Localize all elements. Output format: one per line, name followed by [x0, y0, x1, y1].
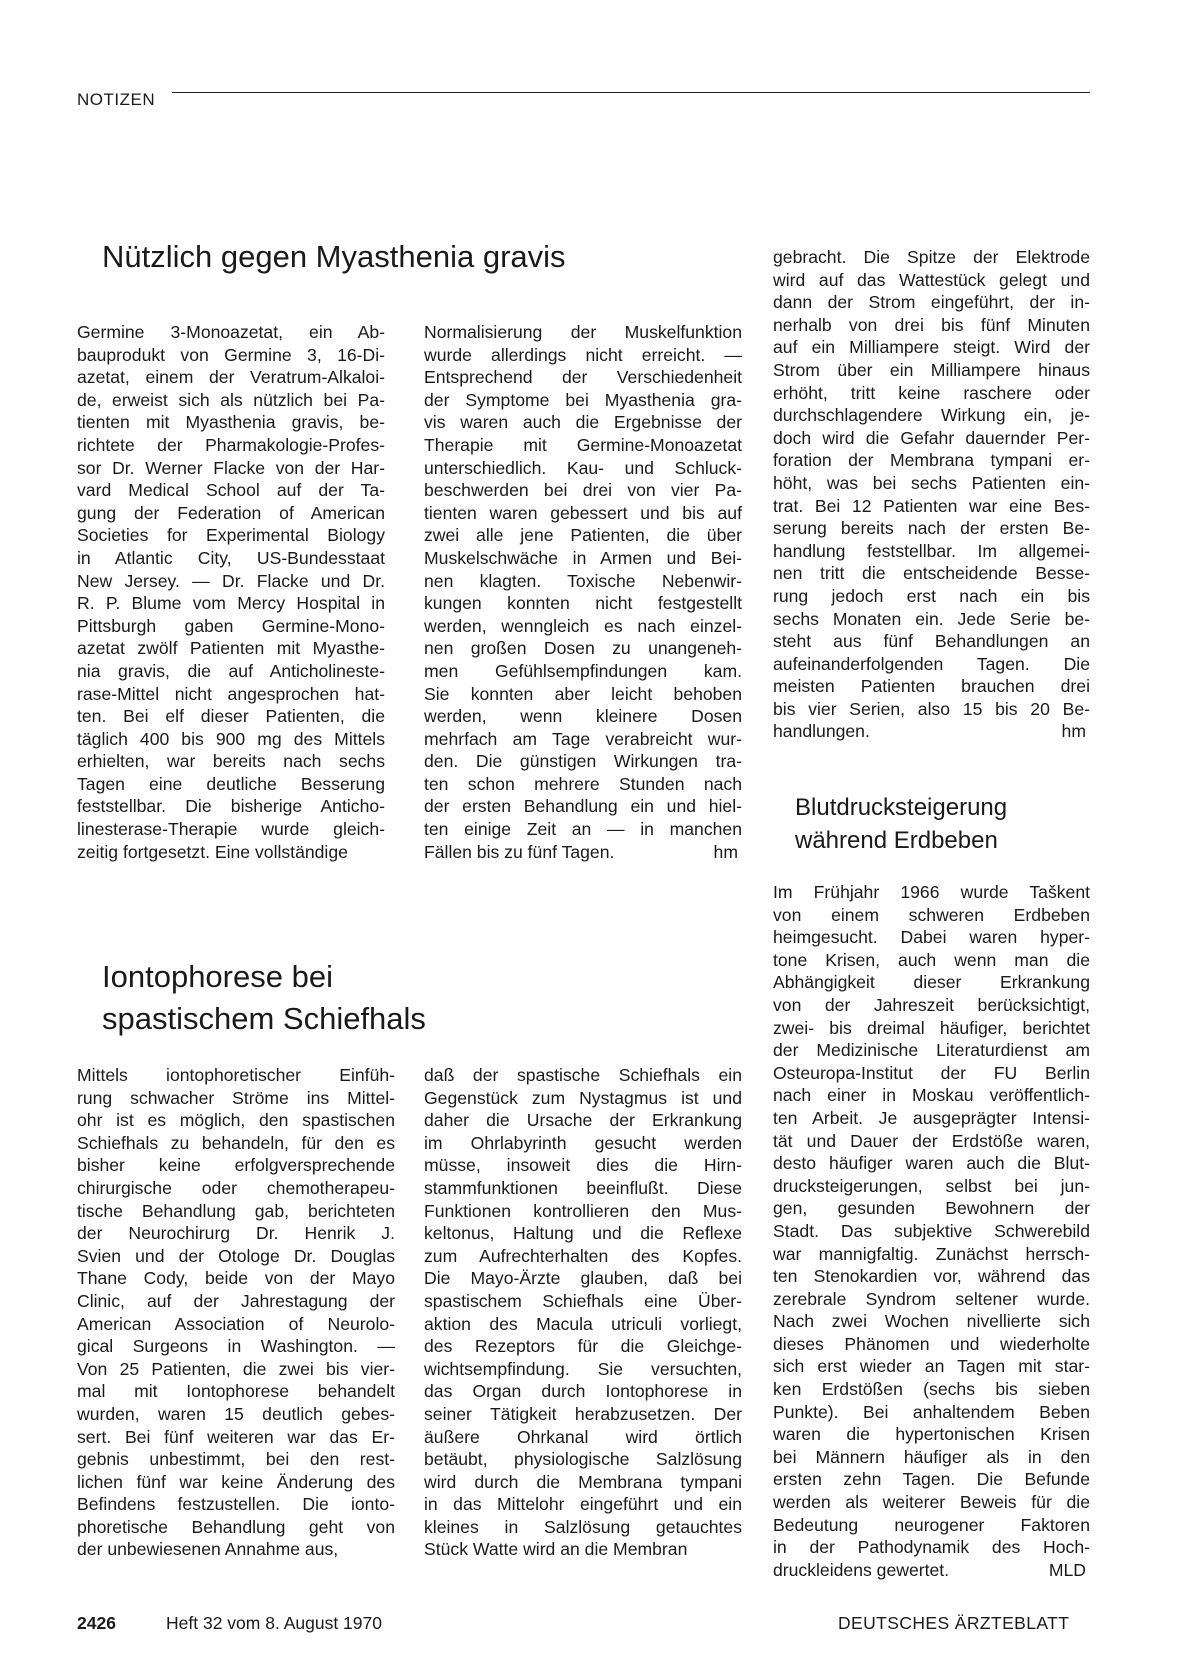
text-line: gen, gesunden Bewohnern der	[773, 1198, 1090, 1219]
text-line: drucksteigerungen, selbst bei jun-	[773, 1175, 1090, 1196]
text-line: ten Arbeit. Je ausgeprägter Intensi-	[773, 1107, 1090, 1128]
text-line: den. Die günstigen Wirkungen tra-	[424, 751, 742, 772]
text-line: nen klagten. Toxische Nebenwir-	[424, 570, 742, 591]
text-line: nia gravis, die auf Anticholinestе-	[77, 660, 385, 681]
text-line: Tagen eine deutliche Besserung	[77, 773, 385, 794]
text-line: täglich 400 bis 900 mg des Mittels	[77, 728, 385, 749]
text-line: ten schon mehrere Stunden nach	[424, 773, 742, 794]
text-line: bis vier Serien, also 15 bis 20 Be-	[773, 698, 1090, 719]
text-line: Befindens festzustellen. Die ionto-	[77, 1494, 395, 1515]
text-line: nen tritt die entscheidende Besse-	[773, 563, 1090, 584]
text-line: in der Pathodynamik des Hoch-	[773, 1537, 1090, 1558]
text-line: waren die hypertonischen Krisen	[773, 1424, 1090, 1445]
text-line: des Rezeptors für die Gleichge-	[424, 1336, 742, 1357]
text-line: gebracht. Die Spitze der Elektrode	[773, 247, 1090, 267]
text-line: werden, wenngleich es nach einzel-	[424, 615, 742, 636]
text-line: rung schwacher Ströme ins Mittel-	[77, 1087, 395, 1108]
text-line: bei Männern häufiger als in den	[773, 1446, 1090, 1467]
text-line: rase-Mittel nicht angesprochen hat-	[77, 683, 385, 704]
text-line: heimgesucht. Dabei waren hyper-	[773, 927, 1090, 948]
text-line: Stadt. Das subjektive Schwerebild	[773, 1220, 1090, 1241]
text-line: rung jedoch erst nach ein bis	[773, 585, 1090, 606]
text-line: handlung feststellbar. Im allgemei-	[773, 540, 1090, 561]
text-line: spastischem Schiefhals eine Über-	[424, 1290, 742, 1311]
text-line: Svien und der Otologe Dr. Douglas	[77, 1245, 395, 1266]
text-line: Schiefhals zu behandeln, für den es	[77, 1132, 395, 1153]
text-line: lichen fünf war keine Änderung des	[77, 1471, 395, 1492]
text-line: kleines in Salzlösung getauchtes	[424, 1516, 742, 1537]
text-line: Mittels iontophoretischer Einfüh-	[77, 1065, 395, 1085]
text-line: Die Mayo-Ärzte glauben, daß bei	[424, 1268, 742, 1289]
text-line: ersten zehn Tagen. Die Befunde	[773, 1469, 1090, 1490]
text-line: zum Aufrechterhalten des Kopfes.	[424, 1245, 742, 1266]
text-line: gung der Federation of American	[77, 502, 385, 523]
article2-title-line1: Iontophorese bei	[102, 959, 333, 994]
text-line: gebnis unbestimmt, bei den rest-	[77, 1449, 395, 1470]
text-line: sert. Bei fünf weiteren war das Er-	[77, 1426, 395, 1447]
text-line: feststellbar. Die bisherige Anticho-	[77, 796, 385, 817]
text-line: im Ohrlabyrinth gesucht werden	[424, 1132, 742, 1153]
text-line: wurde allerdings nicht erreicht. —	[424, 344, 742, 365]
text-line: zerebrale Syndrom seltener wurde.	[773, 1288, 1090, 1309]
text-line: American Association of Neurolo-	[77, 1313, 395, 1334]
text-line: wurden, waren 15 deutlich gebes-	[77, 1403, 395, 1424]
text-line: Societies for Experimental Biology	[77, 525, 385, 546]
text-line: der Symptome bei Myasthenia gra-	[424, 389, 742, 410]
text-line: meisten Patienten brauchen drei	[773, 676, 1090, 697]
article3-title-line1: Blutdrucksteigerung	[795, 794, 1008, 821]
footer-page-number: 2426	[77, 1613, 116, 1633]
text-line: zwei- bis dreimal häufiger, berichtet	[773, 1017, 1090, 1038]
text-line: vard Medical School auf der Ta-	[77, 480, 385, 501]
text-line: desto häufiger waren auch die Blut-	[773, 1153, 1090, 1174]
text-line: ten Stenokardien vor, während das	[773, 1266, 1090, 1287]
text-line: unterschiedlich. Kau- und Schluck-	[424, 457, 742, 478]
header-rule	[172, 92, 1090, 93]
text-line: dieses Phänomen und wiederholte	[773, 1333, 1090, 1354]
text-line: de, erweist sich als nützlich bei Pa-	[77, 389, 385, 410]
article3-title	[795, 791, 1007, 857]
article2-column-1	[77, 1064, 395, 1561]
text-line: mal mit Iontophorese behandelt	[77, 1381, 395, 1402]
text-line: werden, wenn kleinere Dosen	[424, 706, 742, 727]
text-line: auf ein Milliampere steigt. Wird der	[773, 337, 1090, 358]
text-line: ten. Bei elf dieser Patienten, die	[77, 706, 385, 727]
text-line: foration der Membrana tympani er-	[773, 450, 1090, 471]
text-line: Entsprechend der Verschiedenheit	[424, 367, 742, 388]
text-line: war mannigfaltig. Zunächst herrsch-	[773, 1243, 1090, 1264]
text-line: von einem schweren Erdbeben	[773, 904, 1090, 925]
author-signature: hm	[1061, 721, 1086, 742]
text-line: richtete der Pharmakologie-Profes-	[77, 434, 385, 455]
text-line: zeitig fortgesetzt. Eine vollständige	[77, 841, 348, 862]
text-line: steht aus fünf Behandlungen an	[773, 631, 1090, 652]
text-line: erhielten, war bereits nach sechs	[77, 751, 385, 772]
text-line: äußere Ohrkanal wird örtlich	[424, 1426, 742, 1447]
text-line: kungen konnten nicht festgestellt	[424, 593, 742, 614]
text-line: R. P. Blume vom Mercy Hospital in	[77, 593, 385, 614]
text-line: Punkte). Bei anhaltendem Beben	[773, 1401, 1090, 1422]
text-line: serung bereits nach der ersten Be-	[773, 518, 1090, 539]
article1-column-2	[424, 321, 742, 863]
text-line: Osteuropa-Institut der FU Berlin	[773, 1062, 1090, 1083]
text-line: der Neurochirurg Dr. Henrik J.	[77, 1223, 395, 1244]
text-line: doch wird die Gefahr dauernder Per-	[773, 427, 1090, 448]
text-line: tienten waren gebessert und bis auf	[424, 502, 742, 523]
text-line: Funktionen kontrollieren den Mus-	[424, 1200, 742, 1221]
text-line: von der Jahreszeit berücksichtigt,	[773, 994, 1090, 1015]
text-line: Muskelschwäche in Armen und Bei-	[424, 547, 742, 568]
text-line: nach einer in Moskau veröffentlich-	[773, 1085, 1090, 1106]
footer-issue: Heft 32 vom 8. August 1970	[166, 1613, 382, 1633]
text-line: Clinic, auf der Jahrestagung der	[77, 1290, 395, 1311]
text-line: Bedeutung neurogener Faktoren	[773, 1514, 1090, 1535]
text-line: azetat zwölf Patienten mit Myasthe-	[77, 638, 385, 659]
text-line: Abhängigkeit dieser Erkrankung	[773, 972, 1090, 993]
text-line: wichtsempfindung. Sie versuchten,	[424, 1358, 742, 1379]
article2-title-line2: spastischem Schiefhals	[102, 1001, 426, 1036]
text-line: ohr ist es möglich, den spastischen	[77, 1110, 395, 1131]
text-line: mehrfach am Tage verabreicht wur-	[424, 728, 742, 749]
text-line: in Atlantic City, US-Bundesstaat	[77, 547, 385, 568]
article1-title: Nützlich gegen Myasthenia gravis	[102, 239, 566, 274]
text-line: sor Dr. Werner Flacke von der Har-	[77, 457, 385, 478]
author-signature: MLD	[1048, 1559, 1086, 1580]
text-line: men Gefühlsempfindungen kam.	[424, 660, 742, 681]
text-line: Von 25 Patienten, die zwei bis vier-	[77, 1358, 395, 1379]
text-line: höht, was bei sechs Patienten ein-	[773, 472, 1090, 493]
text-line: Normalisierung der Muskelfunktion	[424, 322, 742, 342]
text-line: das Organ durch Iontophorese in	[424, 1381, 742, 1402]
article2-column-2	[424, 1064, 742, 1561]
text-line: New Jersey. — Dr. Flacke und Dr.	[77, 570, 385, 591]
text-line: bisher keine erfolgversprechende	[77, 1155, 395, 1176]
text-line: der unbewiesenen Annahme aus,	[77, 1539, 339, 1560]
text-line: bauprodukt von Germine 3, 16-Di-	[77, 344, 385, 365]
text-line: Sie konnten aber leicht behoben	[424, 683, 742, 704]
text-line: tische Behandlung gab, berichteten	[77, 1200, 395, 1221]
text-line: daß der spastische Schiefhals ein	[424, 1065, 742, 1085]
footer-journal: DEUTSCHES ÄRZTEBLATT	[838, 1613, 1070, 1633]
text-line: trat. Bei 12 Patienten war eine Bes-	[773, 495, 1090, 516]
text-line: chirurgische oder chemotherapeu-	[77, 1177, 395, 1198]
text-line: linesterase-Therapie wurde gleich-	[77, 819, 385, 840]
text-line: aufeinanderfolgenden Tagen. Die	[773, 653, 1090, 674]
text-line: wird auf das Wattestück gelegt und	[773, 269, 1090, 290]
text-line: Im Frühjahr 1966 wurde Taškent	[773, 882, 1090, 902]
text-line: beschwerden bei drei von vier Pa-	[424, 480, 742, 501]
text-line: wird durch die Membrana tympani	[424, 1471, 742, 1492]
text-line: Fällen bis zu fünf Tagen. hm	[424, 841, 738, 862]
text-line: betäubt, physiologische Salzlösung	[424, 1449, 742, 1470]
text-line: vis waren auch die Ergebnisse der	[424, 412, 742, 433]
text-line: seiner Tätigkeit herabzusetzen. Der	[424, 1403, 742, 1424]
text-line: phoretische Behandlung geht von	[77, 1516, 395, 1537]
article3-title-line2: während Erdbeben	[795, 827, 998, 854]
text-line: ken Erdstößen (sechs bis sieben	[773, 1379, 1090, 1400]
article3-column	[773, 881, 1090, 1581]
text-line: aktion des Macula utriculi vorliegt,	[424, 1313, 742, 1334]
text-line: Germine 3-Monoazetat, ein Ab-	[77, 322, 385, 342]
section-header: NOTIZEN	[77, 90, 156, 109]
text-line: durchschlagendere Wirkung ein, je-	[773, 405, 1090, 426]
text-line: tone Krisen, auch wenn man die	[773, 949, 1090, 970]
text-line: der Medizinische Literaturdienst am	[773, 1040, 1090, 1061]
text-line: Gegenstück zum Nystagmus ist und	[424, 1087, 742, 1108]
text-line: nerhalb von drei bis fünf Minuten	[773, 314, 1090, 335]
text-line: tät und Dauer der Erdstöße waren,	[773, 1130, 1090, 1151]
text-line: sich erst wieder an Tagen mit star-	[773, 1356, 1090, 1377]
text-line: tienten mit Myasthenia gravis, be-	[77, 412, 385, 433]
text-line: Thane Cody, beide von der Mayo	[77, 1268, 395, 1289]
author-signature: hm	[713, 841, 738, 862]
article1-column-1	[77, 321, 385, 863]
text-line: nen großen Dosen zu unangeneh-	[424, 638, 742, 659]
text-line: sechs Monaten ein. Jede Serie be-	[773, 608, 1090, 629]
text-line: azetat, einem der Veratrum-Alkaloi-	[77, 367, 385, 388]
text-line: keltonus, Haltung und die Reflexe	[424, 1223, 742, 1244]
text-line: druckleidens gewertet. MLD	[773, 1559, 1086, 1580]
article2-title	[102, 956, 426, 1040]
text-line: handlungen. hm	[773, 721, 1086, 742]
text-line: daher die Ursache der Erkrankung	[424, 1110, 742, 1131]
text-line: Therapie mit Germine-Monoazetat	[424, 434, 742, 455]
text-line: dann der Strom eingeführt, der in-	[773, 292, 1090, 313]
text-line: Nach zwei Wochen nivellierte sich	[773, 1311, 1090, 1332]
text-line: werden als weiterer Beweis für die	[773, 1492, 1090, 1513]
text-line: erhöht, tritt keine raschere oder	[773, 382, 1090, 403]
text-line: in das Mittelohr eingeführt und ein	[424, 1494, 742, 1515]
text-line: gical Surgeons in Washington. —	[77, 1336, 395, 1357]
text-line: ten einige Zeit an — in manchen	[424, 819, 742, 840]
article2-column-3	[773, 246, 1090, 743]
text-line: müsse, insoweit dies die Hirn-	[424, 1155, 742, 1176]
text-line: Stück Watte wird an die Membran	[424, 1539, 688, 1560]
text-line: Strom über ein Milliampere hinaus	[773, 359, 1090, 380]
text-line: stammfunktionen beeinflußt. Diese	[424, 1177, 742, 1198]
text-line: der ersten Behandlung ein und hiel-	[424, 796, 742, 817]
text-line: Pittsburgh gaben Germine-Mono-	[77, 615, 385, 636]
text-line: zwei alle jene Patienten, die über	[424, 525, 742, 546]
